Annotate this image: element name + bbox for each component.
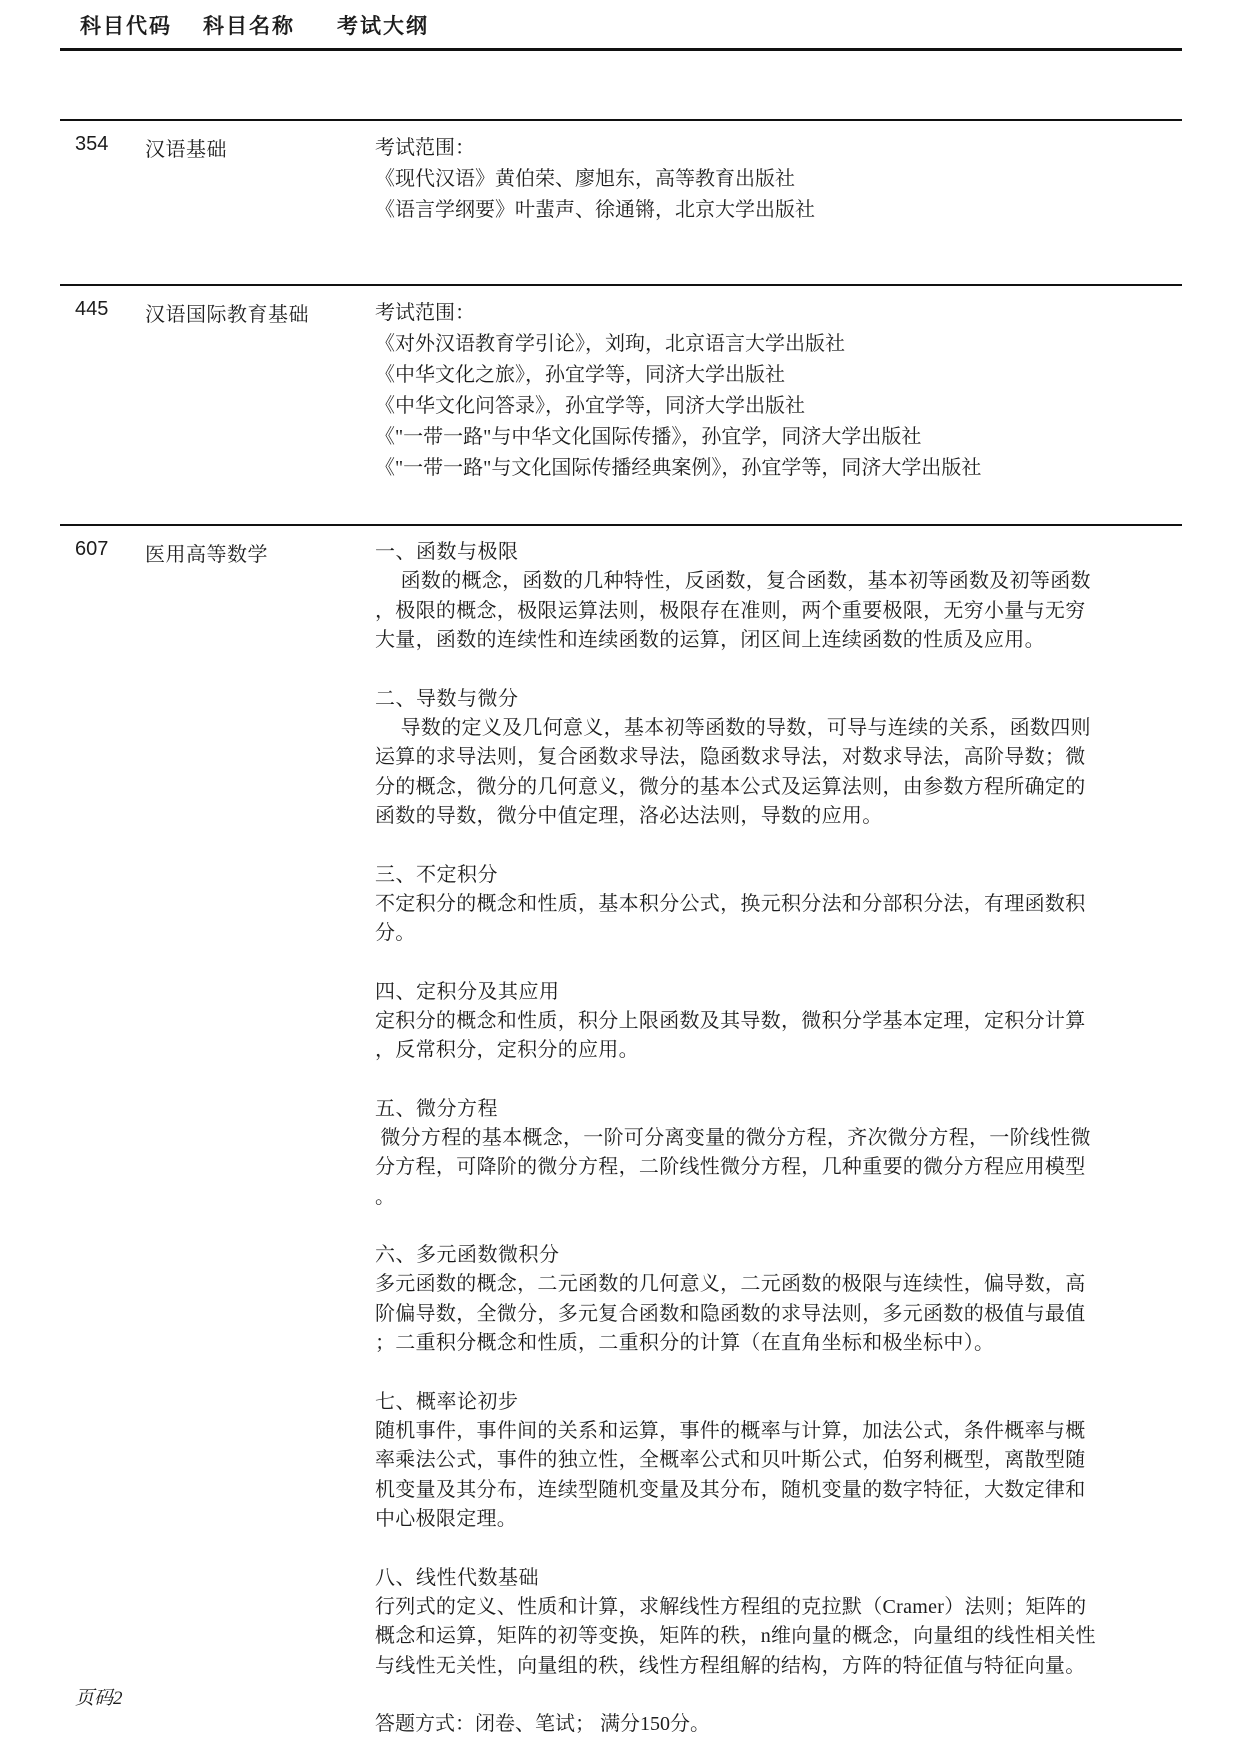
subject-code: 607 — [75, 538, 109, 560]
document-content — [60, 0, 1182, 1754]
outline-section — [375, 1241, 1097, 1359]
outline-section — [375, 861, 1097, 949]
header-subject-code: 科目代码 — [80, 15, 172, 38]
subject-rows — [60, 119, 1182, 1754]
outline-line: 《语言学纲要》叶蜚声、徐通锵，北京大学出版社 — [375, 199, 815, 221]
header-spacer — [60, 51, 1182, 119]
outline-lines — [375, 298, 1097, 484]
section-body: 多元函数的概念，二元函数的几何意义，二元函数的极限与连续性，偏导数，高阶偏导数，全微分，多元复合函数和隐函数的求导法则，多元函数的极值与最值；二重积分概念和性质，二重积分的计算（在直角坐标和极坐标中）。 — [375, 1273, 1086, 1354]
header-exam-outline: 考试大纲 — [337, 15, 429, 38]
section-title: 八、线性代数基础 — [375, 1566, 539, 1589]
outline-line: 《中华文化问答录》，孙宜学等，同济大学出版社 — [375, 395, 805, 417]
section-body: 定积分的概念和性质，积分上限函数及其导数，微积分学基本定理，定积分计算，反常积分，定积分的应用。 — [375, 1009, 1086, 1061]
subject-outline — [375, 133, 1097, 226]
outline-section — [375, 1564, 1097, 1682]
subject-code: 445 — [75, 298, 109, 320]
outline-section — [375, 1095, 1097, 1213]
section-body: 函数的概念，函数的几种特性，反函数，复合函数，基本初等函数及初等函数，极限的概念，极限运算法则，极限存在准则，两个重要极限，无穷小量与无穷大量，函数的连续性和连续函数的运算，闭区间上连续函数的性质及应用。 — [375, 570, 1091, 651]
section-title: 二、导数与微分 — [375, 687, 519, 710]
outline-line: 考试范围： — [375, 302, 475, 324]
outline-line: 《"一带一路"与中华文化国际传播》，孙宜学，同济大学出版社 — [375, 426, 922, 448]
outline-sections — [375, 538, 1097, 1681]
subject-outline — [375, 298, 1097, 484]
section-body: 不定积分的概念和性质，基本积分公式，换元积分法和分部积分法，有理函数积分。 — [375, 892, 1086, 944]
table-row — [60, 119, 1182, 284]
table-row — [60, 524, 1182, 1754]
section-body: 导数的定义及几何意义，基本初等函数的导数，可导与连续的关系，函数四则运算的求导法则，复合函数求导法，隐函数求导法，对数求导法，高阶导数；微分的概念，微分的几何意义，微分的基本公式及运算法则，由参数方程所确定的函数的导数，微分中值定理，洛必达法则，导数的应用。 — [375, 716, 1091, 827]
subject-name: 汉语基础 — [145, 139, 227, 161]
subject-outline — [375, 538, 1097, 1739]
section-body: 微分方程的基本概念，一阶可分离变量的微分方程，齐次微分方程，一阶线性微分方程，可降阶的微分方程，二阶线性微分方程，几种重要的微分方程应用模型。 — [375, 1126, 1091, 1208]
outline-line: 《中华文化之旅》，孙宜学等，同济大学出版社 — [375, 364, 785, 386]
section-body: 随机事件，事件间的关系和运算，事件的概率与计算，加法公式，条件概率与概率乘法公式，事件的独立性，全概率公式和贝叶斯公式，伯努利概型，离散型随机变量及其分布，连续型随机变量及其分布，随机变量的数字特征，大数定律和中心极限定理。 — [375, 1419, 1086, 1530]
section-title: 五、微分方程 — [375, 1097, 498, 1120]
page-number-label: 页码2 — [75, 1688, 123, 1709]
subject-name: 医用高等数学 — [145, 544, 268, 566]
section-title: 六、多元函数微积分 — [375, 1244, 560, 1266]
outline-line: 《对外汉语教育学引论》，刘珣，北京语言大学出版社 — [375, 333, 845, 355]
table-header — [60, 0, 1182, 51]
section-title: 三、不定积分 — [375, 863, 498, 886]
table-row — [60, 284, 1182, 524]
outline-line: 《"一带一路"与文化国际传播经典案例》，孙宜学等，同济大学出版社 — [375, 457, 982, 479]
outline-line: 考试范围： — [375, 137, 475, 159]
outline-lines — [375, 133, 1097, 226]
section-title: 四、定积分及其应用 — [375, 980, 560, 1003]
subject-name: 汉语国际教育基础 — [145, 304, 309, 326]
subject-code: 354 — [75, 133, 109, 155]
section-title: 一、函数与极限 — [375, 541, 519, 563]
outline-section — [375, 1388, 1097, 1535]
outline-section — [375, 538, 1097, 656]
outline-section — [375, 685, 1097, 832]
header-subject-name: 科目名称 — [203, 15, 295, 38]
answer-note: 答题方式：闭卷、笔试； 满分150分。 — [375, 1713, 710, 1735]
outline-line: 《现代汉语》黄伯荣、廖旭东，高等教育出版社 — [375, 168, 795, 190]
section-title: 七、概率论初步 — [375, 1390, 519, 1413]
section-body: 行列式的定义、性质和计算，求解线性方程组的克拉默（Cramer）法则；矩阵的概念和运算，矩阵的初等变换，矩阵的秩，n维向量的概念，向量组的线性相关性与线性无关性，向量组的秩，线性方程组解的结构，方阵的特征值与特征向量。 — [375, 1595, 1096, 1677]
outline-section — [375, 978, 1097, 1066]
